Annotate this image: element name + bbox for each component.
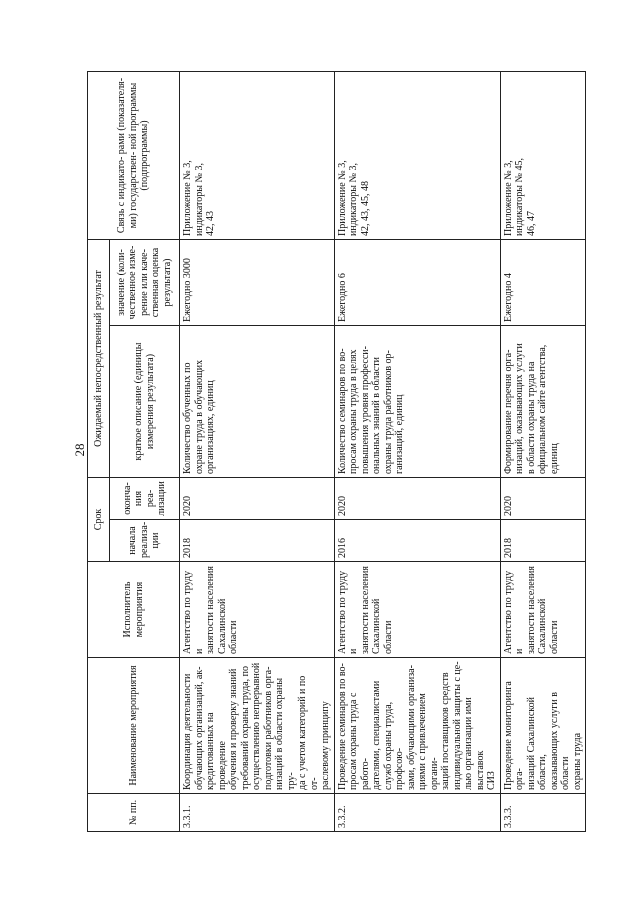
row-executor: Агентство по труду и занятости населения Сахалинской области [334,562,500,658]
row-link: Приложение № 3, индикаторы № 45, 46, 47 [500,71,586,239]
row-executor: Агентство по труду и занятости населения Сахалинской области [180,562,335,658]
row-num: 3.3.2. [334,794,500,832]
row-num: 3.3.1. [180,794,335,832]
row-desc: Количество обученных по охране труда в обучающих организациях, единиц [180,326,335,478]
row-desc: Формирование перечня орга- низаций, оказывающих услуги в области охраны труда на официальном сайте агентства, единиц [500,326,586,478]
row-end: 2020 [500,478,586,520]
row-desc: Количество семинаров по во- просам охраны труда в целях повышения уровня професси- ональных знаний в области охраны труда работников ор- ганизаций, единиц [334,326,500,478]
header-name: Наименование мероприятия [88,658,180,794]
row-start: 2016 [334,520,500,562]
table-row [180,71,335,831]
header-link: Связь с индикато- рами (показателя- ми) государствен- ной программы (подпрограммы) [88,71,180,239]
row-value: Ежегодно 6 [334,239,500,325]
table-row [500,71,586,831]
header-expected: Ожидаемый непосредственный результат [88,239,110,477]
header-executor: Исполнитель мероприятия [88,562,180,658]
row-executor: Агентство по труду и занятости населения Сахалинской области [500,562,586,658]
table-row [334,71,500,831]
row-start: 2018 [180,520,335,562]
header-term: Срок [88,478,110,562]
row-end: 2020 [334,478,500,520]
row-value: Ежегодно 4 [500,239,586,325]
rotated-table-wrapper [87,72,583,832]
header-expected-desc: краткое описание (единицы измерения результата) [110,326,180,478]
row-name: Проведение семинаров по во- просам охраны труда с работо- дателями, специалистами служб охраны труда, профсою- зами, обучающими организа- циями с привлечением органи- заций поставщиков средств индивидуальной защиты с це- лью организации ими выставок СИЗ [334,658,500,794]
header-num: № пп. [88,794,180,832]
row-link: Приложение № 3, индикаторы № 3, 42, 43, 45, 48 [334,71,500,239]
header-term-start: начала реализа- ции [110,520,180,562]
row-end: 2020 [180,478,335,520]
row-start: 2018 [500,520,586,562]
program-activities-table [87,71,586,832]
page-number: 28 [72,443,87,457]
row-value: Ежегодно 3000 [180,239,335,325]
row-num: 3.3.3. [500,794,586,832]
row-link: Приложение № 3, индикаторы № 3, 42, 43 [180,71,335,239]
row-name: Координация деятельности обучающих организаций, ак- кредитованных на проведение обучения и проверку знаний требований охраны труда, по осуществлению непрерывной подготовки работников орга- низаций в области охраны тру- да с учетом категорий и по от- раслевому принципу [180,658,335,794]
row-name: Проведение мониторинга орга- низаций Сахалинской области, оказывающих услуги в области охраны труда [500,658,586,794]
header-expected-value: значение (коли- чественное изме- рение или каче- ственная оценка результата) [110,239,180,325]
header-term-end: оконча- ния реа- лизации [110,478,180,520]
